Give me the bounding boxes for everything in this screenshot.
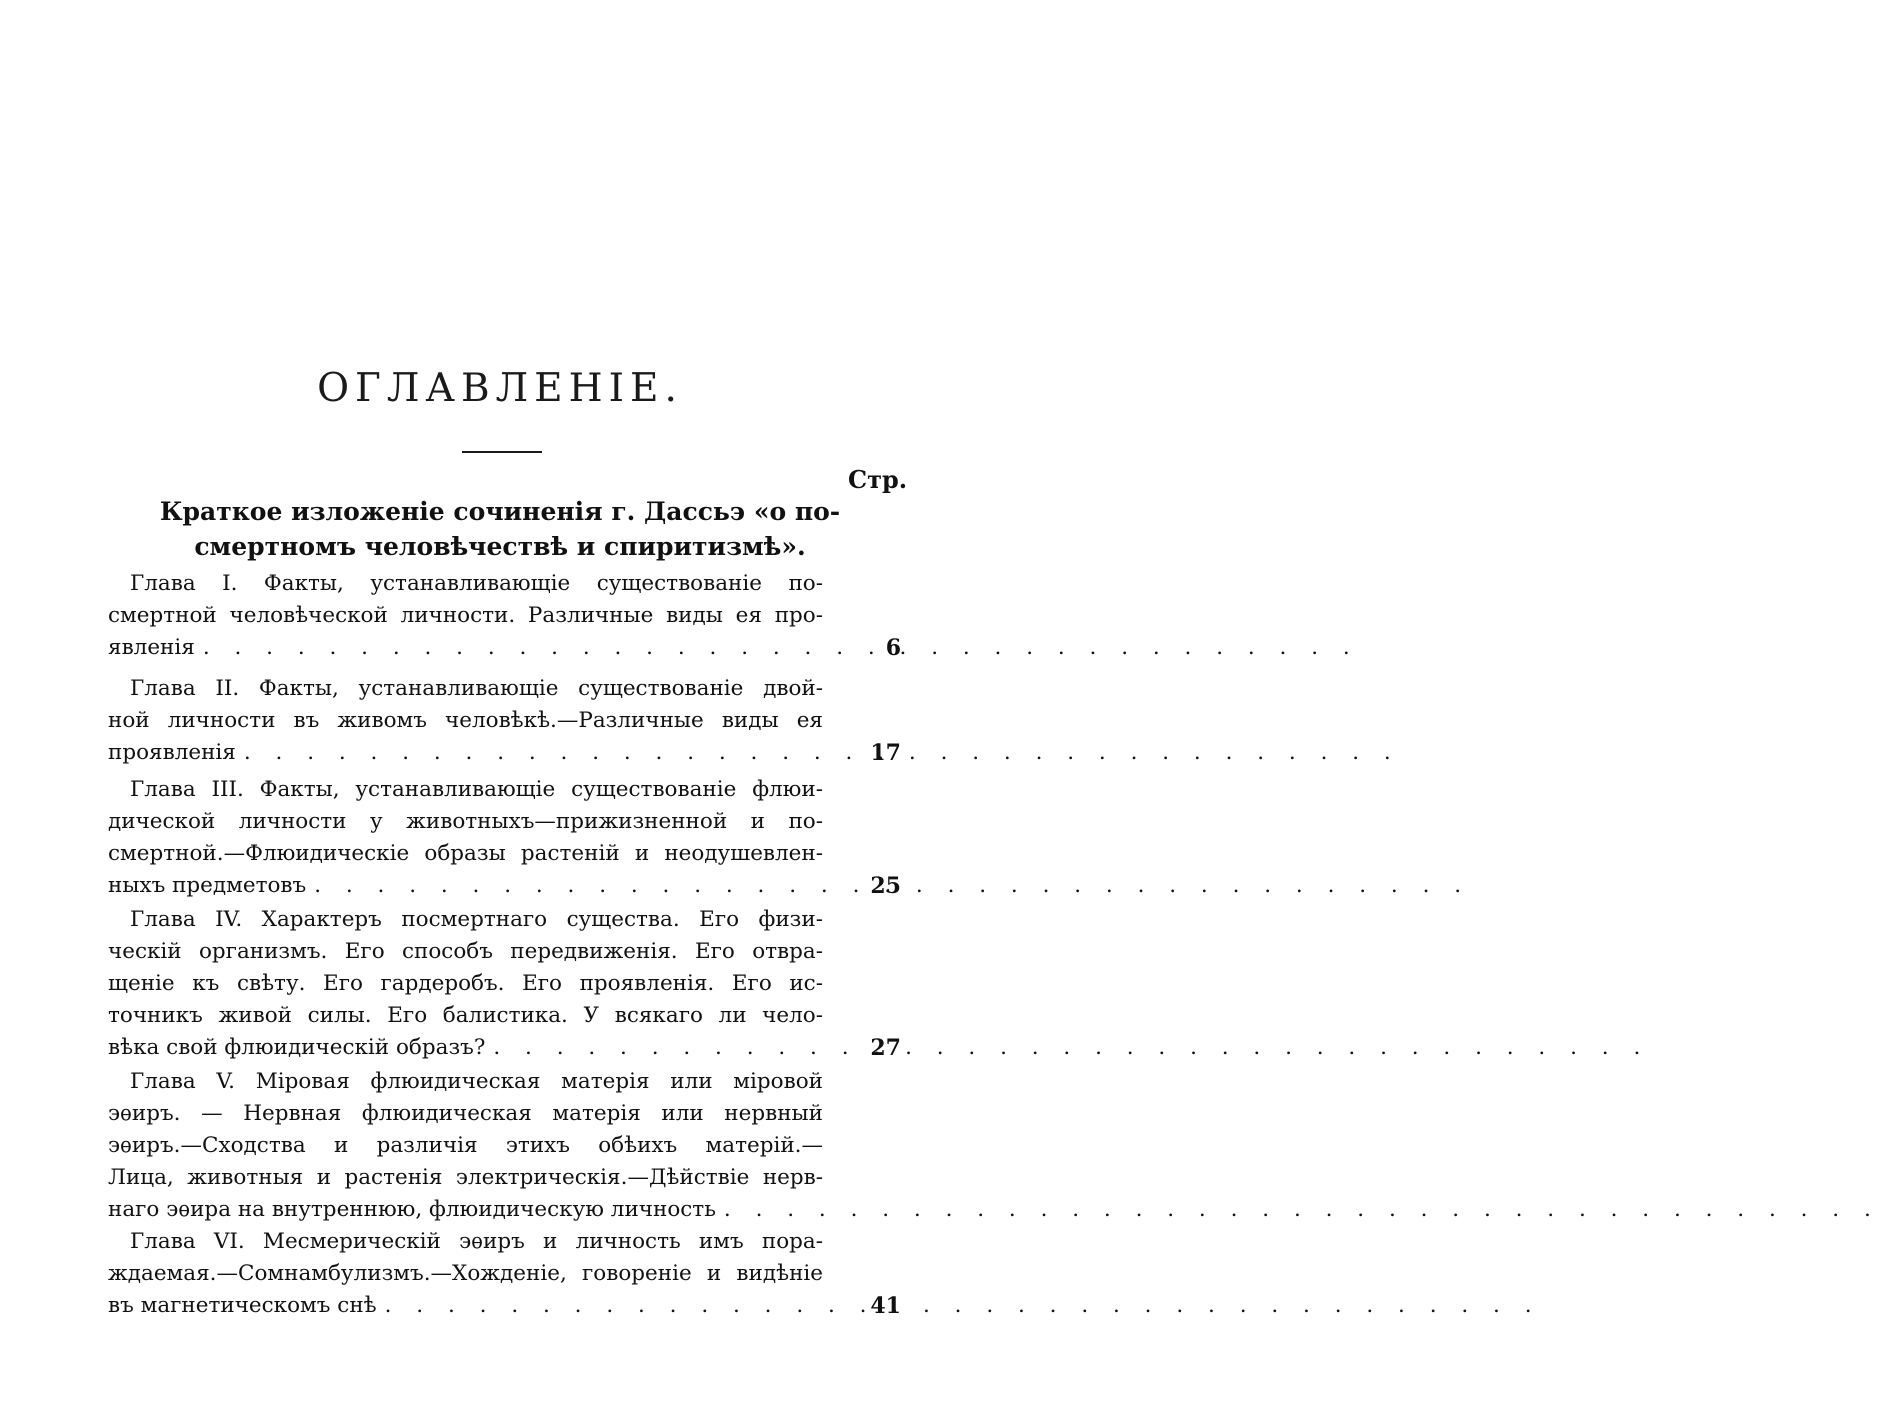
toc-entry-leader — [108, 632, 823, 664]
toc-entry-text: эѳиръ.—Сходства и различія этихъ обѣихъ матерій.— — [108, 1133, 823, 1158]
toc-entry-leader — [108, 1032, 823, 1064]
toc-entry-text: Глава III. Факты, устанавливающіе существованіе флюи- — [130, 777, 823, 802]
toc-entry-chapter-1 — [108, 568, 901, 664]
toc-entry-text: Глава V. Міровая флюидическая матерія или міровой — [130, 1069, 823, 1094]
dot-leader — [493, 1032, 1649, 1064]
toc-entry-text: ческій организмъ. Его способъ передвиженія. Его отвра- — [108, 939, 823, 964]
dot-leader — [724, 1194, 1880, 1226]
title-divider — [462, 451, 542, 453]
toc-entry-text: Глава VI. Месмерическій эѳиръ и личность имъ пора- — [130, 1229, 823, 1254]
toc-entry-text: явленія — [108, 635, 195, 660]
toc-entry-text: Глава II. Факты, устанавливающіе существованіе двой- — [130, 676, 823, 701]
summary-heading-line: Краткое изложеніе сочиненія г. Дассьэ «о по- — [159, 497, 841, 526]
page-column-label: Стр. — [848, 465, 908, 494]
page-number: 27 — [870, 1035, 901, 1061]
toc-entry-chapter-5 — [108, 1066, 898, 1226]
toc-entry-text: Глава I. Факты, устанавливающіе существованіе по- — [130, 571, 823, 596]
page-number: 41 — [870, 1293, 901, 1319]
dot-leader — [244, 737, 1400, 769]
summary-heading — [150, 494, 850, 564]
dot-leader — [203, 632, 1359, 664]
page-number: 6 — [885, 635, 901, 661]
toc-entry-leader — [108, 870, 823, 902]
toc-entry-text: наго эѳира на внутреннюю, флюидическую личность — [108, 1197, 716, 1222]
toc-entry-text: смертной.—Флюидическіе образы растеній и неодушевлен- — [108, 841, 823, 866]
toc-entry-leader — [108, 1290, 823, 1322]
toc-entry-text: ной личности въ живомъ человѣкѣ.—Различные виды ея — [108, 708, 823, 733]
toc-entry-chapter-2 — [108, 673, 901, 769]
page-number: 17 — [870, 740, 901, 766]
dot-leader — [385, 1290, 1541, 1322]
toc-entry-text: въ магнетическомъ снѣ — [108, 1293, 377, 1318]
toc-entry-text: ждаемая.—Сомнамбулизмъ.—Хожденіе, говореніе и видѣніе — [108, 1261, 823, 1286]
toc-entry-text: Лица, животныя и растенія электрическія.—Дѣйствіе нерв- — [108, 1165, 823, 1190]
toc-entry-text: проявленія — [108, 740, 236, 765]
toc-entry-leader — [108, 1194, 823, 1226]
toc-entry-chapter-3 — [108, 774, 901, 902]
toc-entry-text: вѣка свой флюидическій образъ? — [108, 1035, 486, 1060]
toc-entry-text: ныхъ предметовъ — [108, 873, 307, 898]
toc-entry-text: эѳиръ. — Нервная флюидическая матерія или нервный — [108, 1101, 823, 1126]
toc-entry-text: дической личности у животныхъ—прижизненной и по- — [108, 809, 823, 834]
toc-entry-chapter-6 — [108, 1226, 901, 1322]
toc-entry-text: щеніе къ свѣту. Его гардеробъ. Его проявленія. Его ис- — [108, 971, 823, 996]
page-number: 25 — [870, 873, 901, 899]
toc-entry-text: точникъ живой силы. Его балистика. У всякаго ли чело- — [108, 1003, 823, 1028]
toc-entry-leader — [108, 737, 823, 769]
toc-entry-text: смертной человѣческой личности. Различные виды ея про- — [108, 603, 823, 628]
summary-heading-line: смертномъ человѣчествѣ и спиритизмѣ». — [194, 532, 806, 561]
page-title: ОГЛАВЛЕНІЕ. — [317, 366, 683, 411]
toc-entry-chapter-4 — [108, 904, 901, 1064]
toc-entry-text: Глава IV. Характеръ посмертнаго существа. Его физи- — [130, 907, 823, 932]
